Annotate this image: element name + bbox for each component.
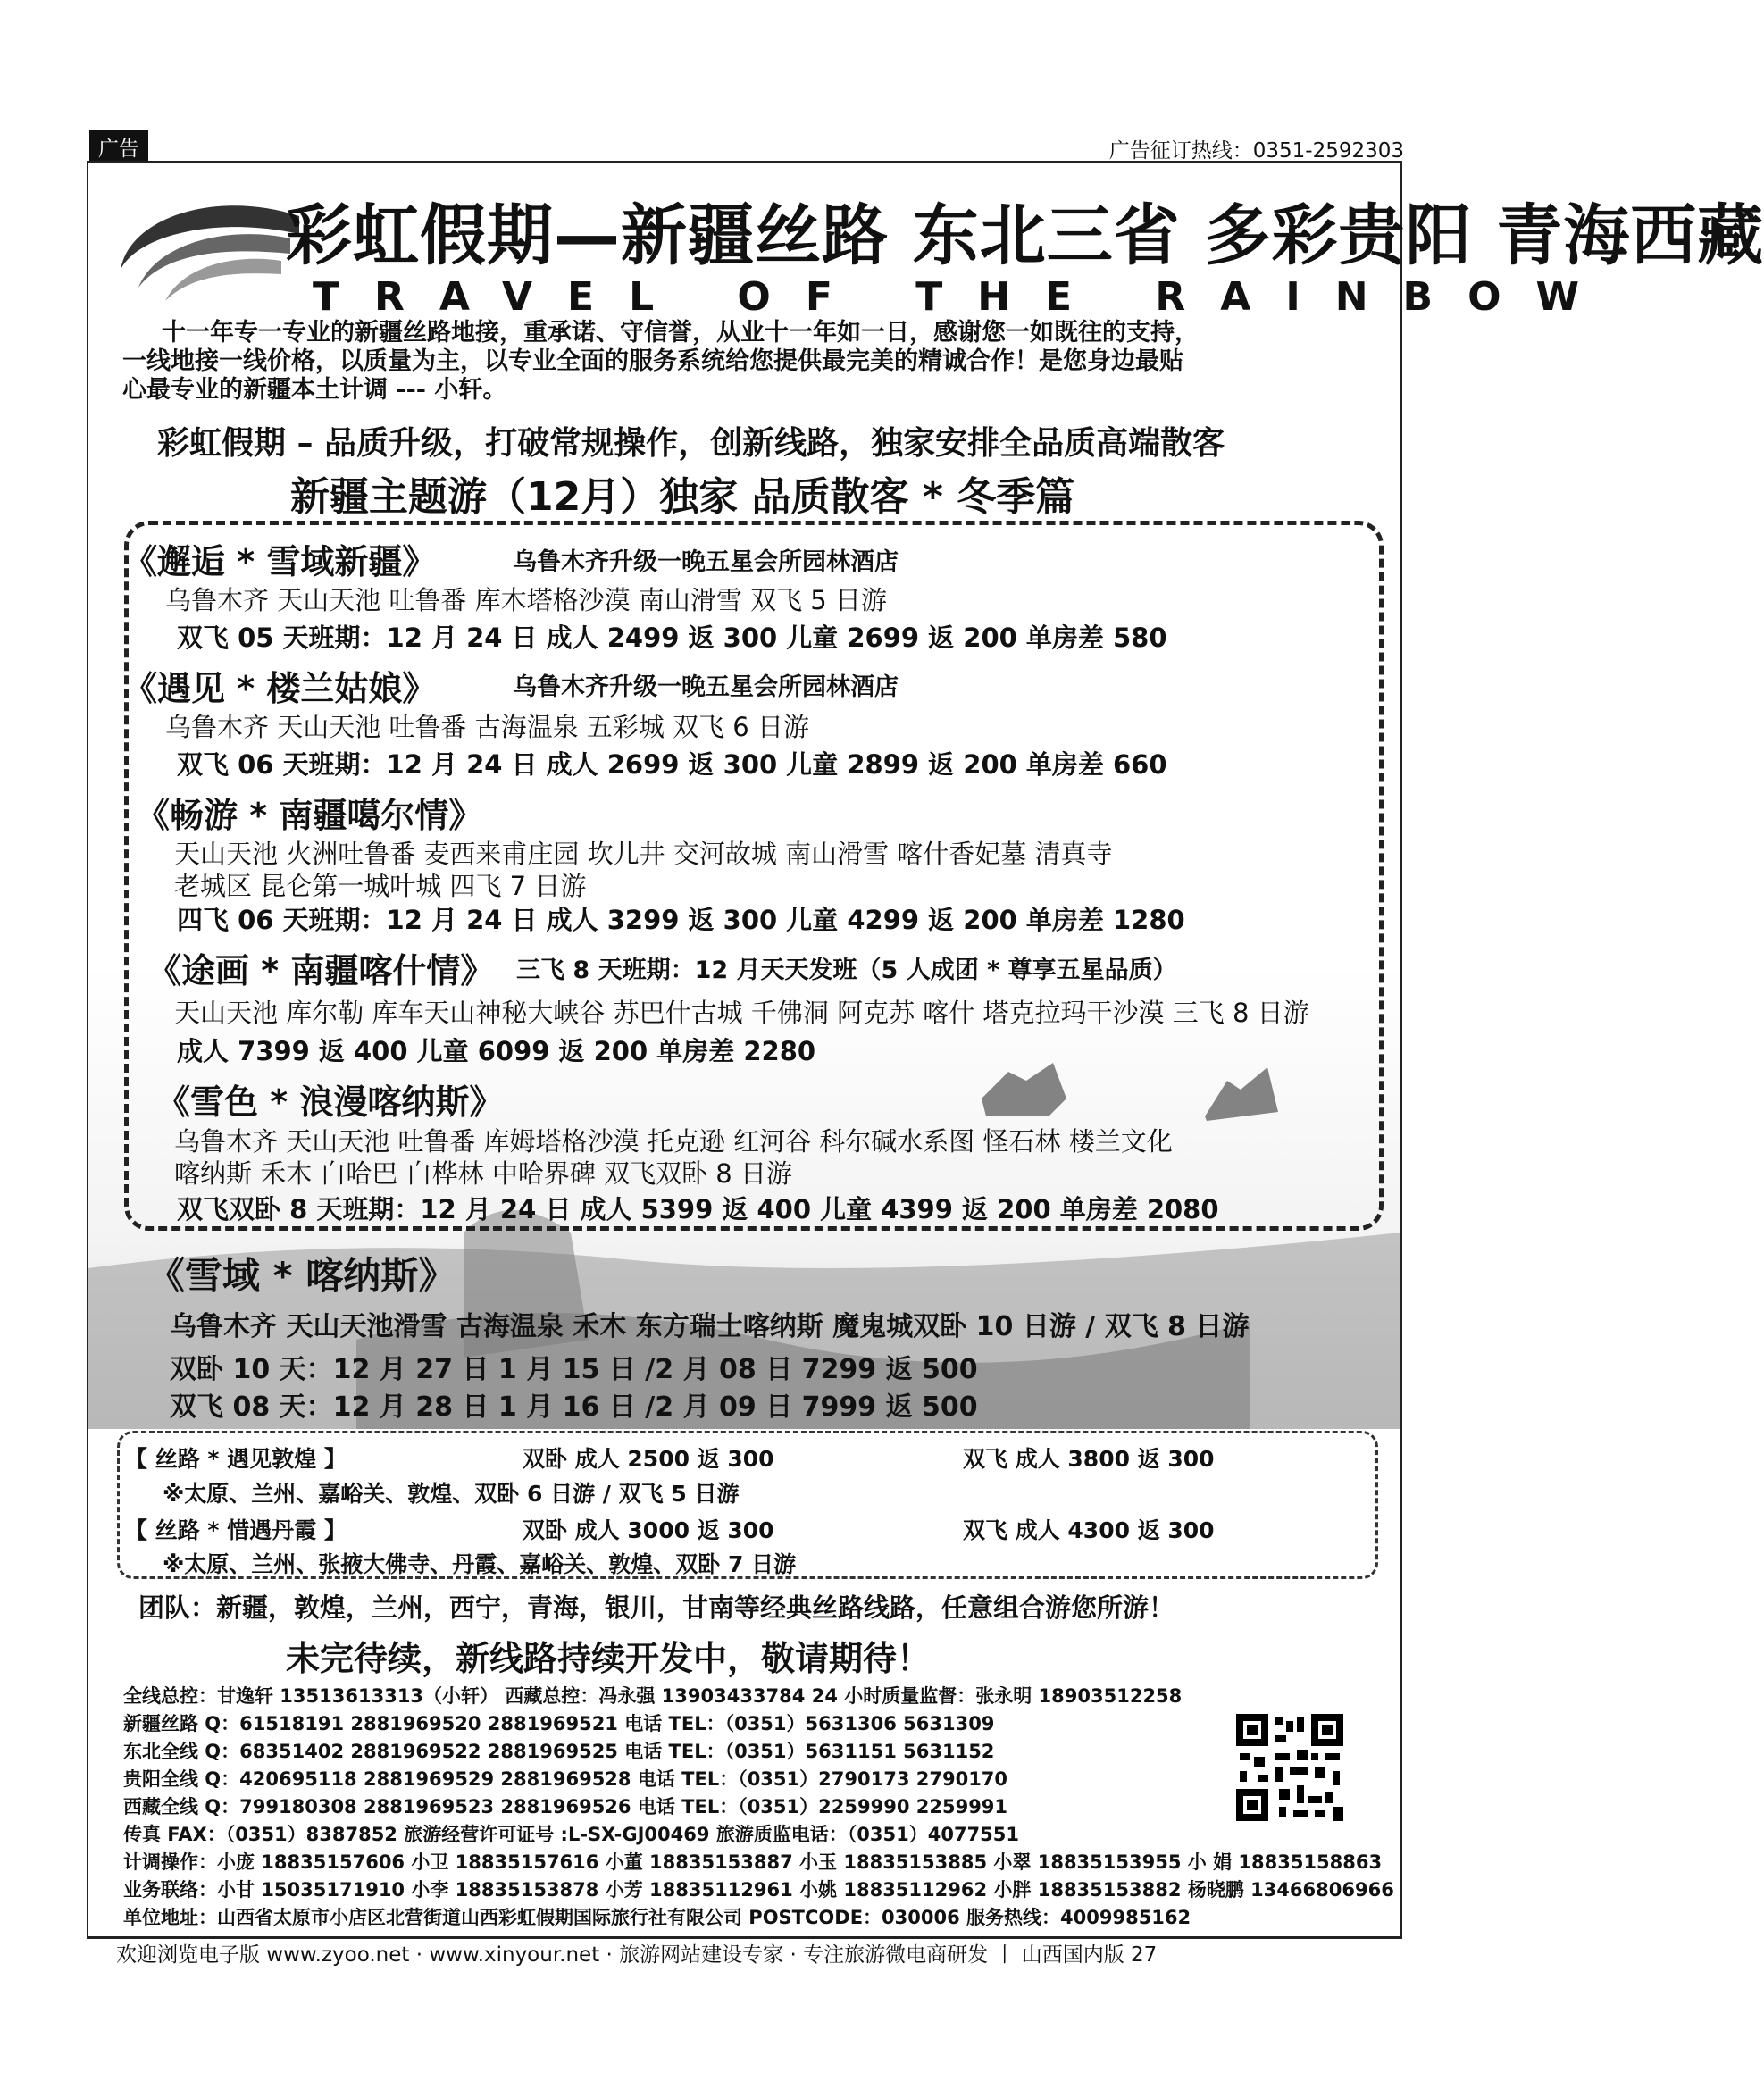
contact-line: 业务联络：小甘 15035171910 小李 18835153878 小芳 18835112961 小姚 18835112962 小胖 18835153882 杨晓鹏 13466806966 (123, 1879, 1394, 1901)
tour-route: 乌鲁木齐 天山天池 吐鲁番 古海温泉 五彩城 双飞 6 日游 (165, 712, 809, 742)
contact-line: 东北全线 Q：68351402 2881969522 2881969525 电话 TEL：（0351）5631151 5631152 (123, 1741, 995, 1762)
tour-route: 天山天池 火洲吐鲁番 麦西来甫庄园 坎儿井 交河故城 南山滑雪 喀什香妃墓 清真寺 (174, 839, 1113, 869)
tour-name: 《雪色 * 浪漫喀纳斯》 (156, 1082, 504, 1122)
silk-tour-name: 【 丝路 * 惜遇丹霞 】 (125, 1517, 347, 1543)
tour-name: 《途画 * 南疆喀什情》 (147, 951, 495, 990)
silk-tour-price: 双卧 成人 3000 返 300 (523, 1517, 774, 1543)
silk-tour-price: 双飞 成人 4300 返 300 (963, 1517, 1215, 1543)
tour-hotel: 乌鲁木齐升级一晚五星会所园林酒店 (513, 673, 899, 701)
ad-tag: 广告 (89, 130, 148, 163)
intro-line: 十一年专一专业的新疆丝路地接，重承诺、守信誉，从业十一年如一日，感谢您一如既往的支持， (162, 319, 1199, 347)
snow-tour-route: 乌鲁木齐 天山天池滑雪 古海温泉 禾木 东方瑞士喀纳斯 魔鬼城双卧 10 日游 / 双飞 8 日游 (170, 1311, 1250, 1342)
snow-tour-name: 《雪域 * 喀纳斯》 (147, 1254, 456, 1298)
snow-tour-schedule: 双卧 10 天：12 月 27 日 1 月 15 日 /2 月 08 日 7299 返 500 (170, 1354, 978, 1385)
silk-tour-name: 【 丝路 * 遇见敦煌 】 (125, 1446, 347, 1472)
tour-route: 乌鲁木齐 天山天池 吐鲁番 库木塔格沙漠 南山滑雪 双飞 5 日游 (165, 585, 887, 615)
contact-line: 全线总控：甘逸轩 13513613313（小轩） 西藏总控：冯永强 13903433784 24 小时质量监督：张永明 18903512258 (123, 1685, 1183, 1707)
contact-line: 计调操作：小庞 18835157606 小卫 18835157616 小董 18835153887 小玉 18835153885 小翠 18835153955 小 娟 18835158863 (123, 1851, 1383, 1873)
ad-subtitle: TRAVEL OF THE RAINBOW (313, 274, 1615, 320)
contact-line: 西藏全线 Q：799180308 2881969523 2881969526 电话 TEL：（0351）2259990 2259991 (123, 1796, 1008, 1817)
ad-title: 彩虹假期—新疆丝路 东北三省 多彩贵阳 青海西藏 (286, 197, 1764, 274)
tour-route: 乌鲁木齐 天山天池 吐鲁番 库姆塔格沙漠 托克逊 红河谷 科尔碱水系图 怪石林 楼兰文化 (174, 1126, 1173, 1157)
tour-price: 双飞双卧 8 天班期：12 月 24 日 成人 5399 返 400 儿童 4399 返 200 单房差 2080 (177, 1194, 1219, 1224)
silk-tour-price: 双卧 成人 2500 返 300 (523, 1446, 774, 1472)
headline-theme: 新疆主题游（12月）独家 品质散客 * 冬季篇 (290, 474, 1075, 520)
tour-schedule: 三飞 8 天班期：12 月天天发班（5 人成团 * 尊享五星品质） (516, 957, 1177, 984)
contact-line: 传真 FAX：（0351）8387852 旅游经营许可证号 :L-SX-GJ00469 旅游质监电话：（0351）4077551 (123, 1824, 1020, 1845)
tour-route: 天山天池 库尔勒 库车天山神秘大峡谷 苏巴什古城 千佛洞 阿克苏 喀什 塔克拉玛干沙漠 三飞 8 日游 (174, 998, 1309, 1028)
qr-code-icon (1233, 1710, 1347, 1825)
team-text: 团队：新疆，敦煌，兰州，西宁，青海，银川，甘南等经典丝路线路，任意组合游您所游！ (138, 1592, 1175, 1623)
rainbow-logo (112, 198, 308, 305)
contact-line: 贵阳全线 Q：420695118 2881969529 2881969528 电话 TEL：（0351）2790173 2790170 (123, 1768, 1008, 1790)
ad-hotline: 广告征订热线：0351-2592303 (1108, 139, 1404, 163)
contact-line: 单位地址：山西省太原市小店区北营街道山西彩虹假期国际旅行社有限公司 POSTCODE：030006 服务热线：4009985162 (123, 1907, 1191, 1928)
snow-tour-schedule: 双飞 08 天：12 月 28 日 1 月 16 日 /2 月 09 日 7999 返 500 (170, 1391, 978, 1423)
tour-route: 老城区 昆仑第一城叶城 四飞 7 日游 (174, 871, 587, 901)
tour-price: 四飞 06 天班期：12 月 24 日 成人 3299 返 300 儿童 4299 返 200 单房差 1280 (177, 905, 1185, 935)
silk-tour-price: 双飞 成人 3800 返 300 (963, 1446, 1215, 1472)
intro-line: 一线地接一线价格，以质量为主，以专业全面的服务系统给您提供最完美的精诚合作！是您身边最贴 (122, 347, 1183, 375)
tour-route: 喀纳斯 禾木 白哈巴 白桦林 中哈界碑 双飞双卧 8 日游 (174, 1158, 792, 1189)
tour-name: 《畅游 * 南疆噶尔情》 (136, 796, 483, 835)
tour-name: 《邂逅 * 雪域新疆》 (123, 542, 437, 581)
intro-line: 心最专业的新疆本土计调 --- 小轩。 (122, 376, 507, 404)
tour-price: 双飞 05 天班期：12 月 24 日 成人 2499 返 300 儿童 2699 返 200 单房差 580 (177, 623, 1167, 653)
more-coming-text: 未完待续，新线路持续开发中，敬请期待！ (286, 1639, 932, 1678)
silk-tour-route: ※太原、兰州、嘉峪关、敦煌、双卧 6 日游 / 双飞 5 日游 (163, 1481, 740, 1507)
tour-price: 双飞 06 天班期：12 月 24 日 成人 2699 返 300 儿童 2899 返 200 单房差 660 (177, 749, 1167, 780)
headline-quality: 彩虹假期 – 品质升级，打破常规操作，创新线路，独家安排全品质高端散客 (157, 425, 1225, 462)
tour-name: 《遇见 * 楼兰姑娘》 (123, 669, 437, 708)
tour-hotel: 乌鲁木齐升级一晚五星会所园林酒店 (513, 548, 899, 576)
tour-price: 成人 7399 返 400 儿童 6099 返 200 单房差 2280 (177, 1036, 816, 1066)
contact-line: 新疆丝路 Q：61518191 2881969520 2881969521 电话 TEL：（0351）5631306 5631309 (123, 1713, 995, 1734)
silk-tour-route: ※太原、兰州、张掖大佛寺、丹霞、嘉峪关、敦煌、双卧 7 日游 (163, 1551, 797, 1577)
page-footer: 欢迎浏览电子版 www.zyoo.net · www.xinyour.net · 旅游网站建设专家 · 专注旅游微电商研发 丨 山西国内版 27 (116, 1943, 1158, 1967)
intro-paragraph (122, 319, 1373, 405)
